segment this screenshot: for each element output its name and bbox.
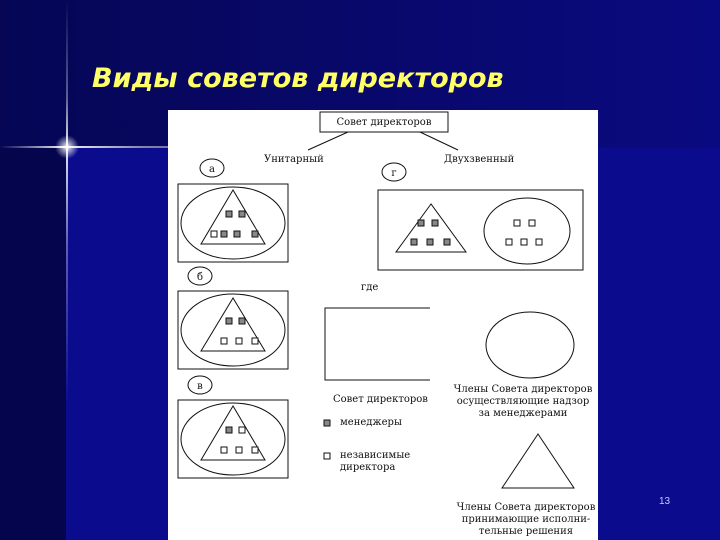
legend-independent-square bbox=[324, 453, 330, 459]
independent-square bbox=[221, 447, 227, 453]
independent-square bbox=[536, 239, 542, 245]
legend-ellipse bbox=[486, 312, 574, 378]
legend-rect bbox=[325, 308, 430, 380]
unitary-ellipse-v bbox=[181, 403, 285, 475]
manager-square bbox=[411, 239, 417, 245]
independent-square bbox=[529, 220, 535, 226]
legend-triangle-caption-2: принимающие исполни- bbox=[461, 514, 591, 525]
manager-square bbox=[444, 239, 450, 245]
branch-left-line bbox=[308, 132, 348, 150]
legend-ellipse-caption-2: осуществляющие надзор bbox=[456, 396, 590, 407]
page-number: 13 bbox=[659, 496, 671, 507]
branch-right-label: Двухзвенный bbox=[444, 154, 515, 165]
unitary-box-b bbox=[178, 291, 288, 369]
independent-square bbox=[236, 338, 242, 344]
legend-triangle-caption-1: Члены Совета директоров bbox=[456, 502, 596, 513]
independent-square bbox=[239, 427, 245, 433]
manager-square bbox=[226, 427, 232, 433]
manager-square bbox=[226, 318, 232, 324]
manager-square bbox=[234, 231, 240, 237]
sparkle-icon bbox=[55, 135, 79, 159]
independent-square bbox=[252, 447, 258, 453]
decorative-vertical-line bbox=[66, 0, 68, 540]
legend-triangle-caption-3: тельные решения bbox=[478, 526, 574, 537]
legend-ellipse-caption-1: Члены Совета директоров bbox=[453, 384, 593, 395]
manager-square bbox=[221, 231, 227, 237]
independent-square bbox=[521, 239, 527, 245]
manager-square bbox=[239, 211, 245, 217]
manager-square bbox=[427, 239, 433, 245]
legend-independent-label-1: независимые bbox=[340, 450, 411, 461]
background-left bbox=[0, 148, 66, 540]
legend-independent-label-2: директора bbox=[340, 462, 396, 473]
unitary-ellipse-b bbox=[181, 294, 285, 366]
independent-square bbox=[514, 220, 520, 226]
independent-square bbox=[506, 239, 512, 245]
marker-a: а bbox=[209, 164, 215, 175]
independent-square bbox=[211, 231, 217, 237]
manager-square bbox=[226, 211, 232, 217]
branch-left-label: Унитарный bbox=[264, 154, 324, 165]
unitary-ellipse-a bbox=[181, 187, 285, 259]
independent-square bbox=[221, 338, 227, 344]
manager-square bbox=[432, 220, 438, 226]
legend-managers-label: менеджеры bbox=[340, 417, 402, 428]
where-label: где bbox=[361, 282, 379, 293]
legend-manager-square bbox=[324, 420, 330, 426]
marker-g: г bbox=[391, 168, 397, 179]
root-label: Совет директоров bbox=[336, 117, 432, 128]
unitary-box-v bbox=[178, 400, 288, 478]
manager-square bbox=[418, 220, 424, 226]
two-tier-ellipse bbox=[484, 198, 570, 264]
legend-rect-caption: Совет директоров bbox=[333, 394, 428, 405]
independent-square bbox=[236, 447, 242, 453]
independent-square bbox=[252, 338, 258, 344]
manager-square bbox=[239, 318, 245, 324]
unitary-box-a bbox=[178, 184, 288, 262]
legend-ellipse-caption-3: за менеджерами bbox=[478, 408, 568, 419]
manager-square bbox=[252, 231, 258, 237]
diagram-svg bbox=[168, 110, 598, 540]
branch-right-line bbox=[420, 132, 458, 150]
marker-v: в bbox=[197, 381, 203, 392]
slide-title: Виды советов директоров bbox=[92, 63, 504, 94]
marker-b: б bbox=[196, 272, 204, 283]
legend-triangle bbox=[502, 434, 574, 488]
diagram-figure bbox=[168, 110, 598, 540]
